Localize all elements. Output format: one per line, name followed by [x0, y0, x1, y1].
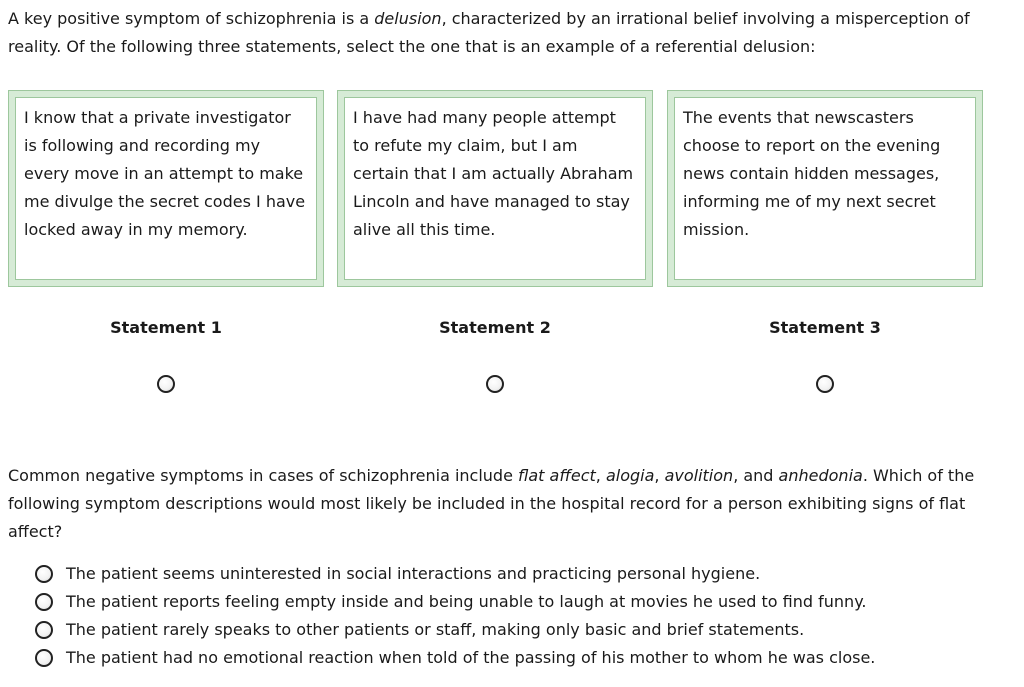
statement-text-1: I know that a private investigator is following and recording my every move in an attempt to make me divulge the secret codes I have locked away in my memory.: [15, 97, 317, 280]
option-4-label[interactable]: The patient had no emotional reaction when told of the passing of his mother to whom he was close.: [66, 648, 876, 667]
statement-label-3: Statement 3: [769, 318, 881, 337]
statement-card-2: [337, 90, 653, 287]
option-1-radio[interactable]: [35, 565, 53, 583]
separator: ,: [595, 466, 606, 485]
prompt-text: , characterized by an irrational belief involving a misperception of reality. Of the following three statements, select the one that is an example of a referential delusion:: [8, 9, 970, 56]
term-flat-affect: flat affect: [518, 466, 596, 485]
statement-2-radio[interactable]: [486, 375, 504, 393]
prompt-text: Common negative symptoms in cases of schizophrenia include: [8, 466, 519, 485]
option-2-radio[interactable]: [35, 593, 53, 611]
statement-card-1: [8, 90, 324, 287]
statement-label-2: Statement 2: [439, 318, 551, 337]
statement-1-radio[interactable]: [157, 375, 175, 393]
statement-3-radio[interactable]: [816, 375, 834, 393]
term-alogia: alogia: [605, 466, 655, 485]
option-3-radio[interactable]: [35, 621, 53, 639]
separator: ,: [654, 466, 665, 485]
statement-text-3: The events that newscasters choose to report on the evening news contain hidden messages, informing me of my next secret mission.: [674, 97, 976, 280]
term-avolition: avolition: [664, 466, 734, 485]
question-2-prompt: [8, 462, 1008, 546]
statement-card-3: [667, 90, 983, 287]
question-1-prompt: [8, 5, 1008, 61]
separator: , and: [733, 466, 779, 485]
statement-text-2: I have had many people attempt to refute my claim, but I am certain that I am actually Abraham Lincoln and have managed to stay alive all this time.: [344, 97, 646, 280]
statement-label-1: Statement 1: [110, 318, 222, 337]
prompt-text: A key positive symptom of schizophrenia is a: [8, 9, 375, 28]
prompt-emphasis: delusion: [374, 9, 442, 28]
option-3-label[interactable]: The patient rarely speaks to other patients or staff, making only basic and brief statements.: [66, 620, 805, 639]
term-anhedonia: anhedonia: [778, 466, 863, 485]
prompt-text: . Which of the following symptom descriptions would most likely be included in the hospital record for a person exhibiting signs of flat affect?: [8, 466, 975, 541]
option-1-label[interactable]: The patient seems uninterested in social interactions and practicing personal hygiene.: [66, 564, 761, 583]
option-4-radio[interactable]: [35, 649, 53, 667]
option-2-label[interactable]: The patient reports feeling empty inside and being unable to laugh at movies he used to find funny.: [66, 592, 867, 611]
